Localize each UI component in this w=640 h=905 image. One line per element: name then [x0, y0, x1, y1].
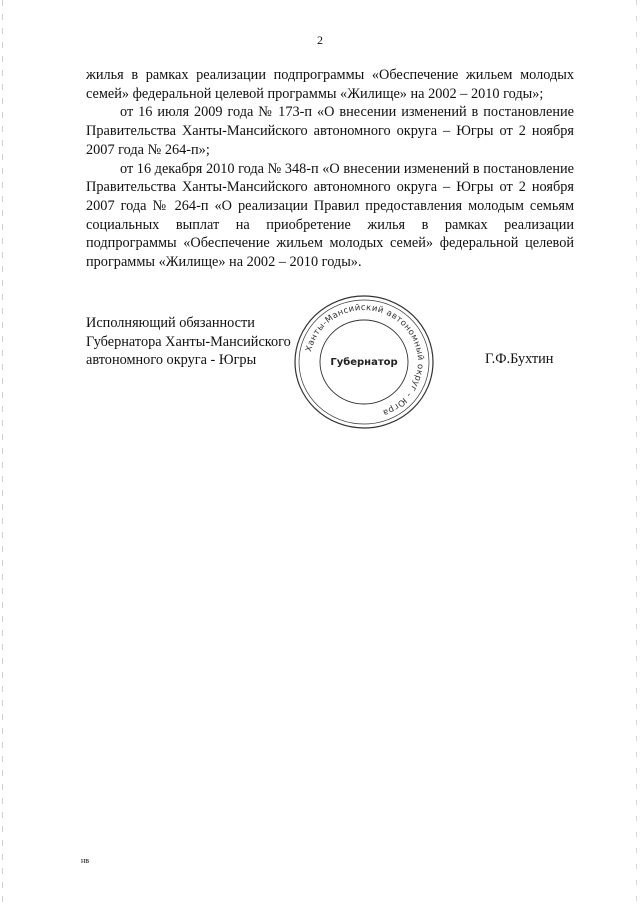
official-seal-stamp [292, 293, 436, 431]
scan-edge-right [636, 0, 637, 905]
footer-code: нв [81, 856, 90, 865]
signatory-title-line: Губернатора Ханты-Мансийского [86, 333, 291, 350]
seal-center-text: Губернатор [330, 357, 398, 368]
page-number: 2 [317, 33, 323, 47]
scan-edge-left [2, 0, 3, 905]
signatory-title [86, 314, 306, 370]
signatory-title-line: автономного округа - Югры [86, 352, 257, 369]
document-body [86, 66, 574, 272]
signatory-title-line: Исполняющий обязанности [86, 315, 255, 331]
paragraph-continuation: жилья в рамках реализации подпрограммы «Обеспечение жильем молодых семей» федеральной целевой программы «Жилище» на 2002 – 2010 годы»; [86, 67, 574, 102]
paragraph-amendment-2010: от 16 декабря 2010 года № 348-п «О внесении изменений в постановление Правительства Ханты-Мансийского автономного округа – Югры от 2 ноября 2007 года № 264-п «О реализации Правил предоставления молодым семьям социальных выплат на приобретение жилья в рамках реализации подпрограммы «Обеспечение жильем молодых семей» федеральной целевой программы «Жилище» на 2002 – 2010 годы». [86, 160, 574, 271]
seal-ring-text: Ханты-Мансийский автономный округ - Югра [304, 302, 426, 418]
paragraph-amendment-2009: от 16 июля 2009 года № 173-п «О внесении изменений в постановление Правительства Ханты-Мансийского автономного округа – Югры от 2 ноября 2007 года № 264-п»; [86, 104, 574, 158]
signatory-name: Г.Ф.Бухтин [485, 351, 554, 367]
